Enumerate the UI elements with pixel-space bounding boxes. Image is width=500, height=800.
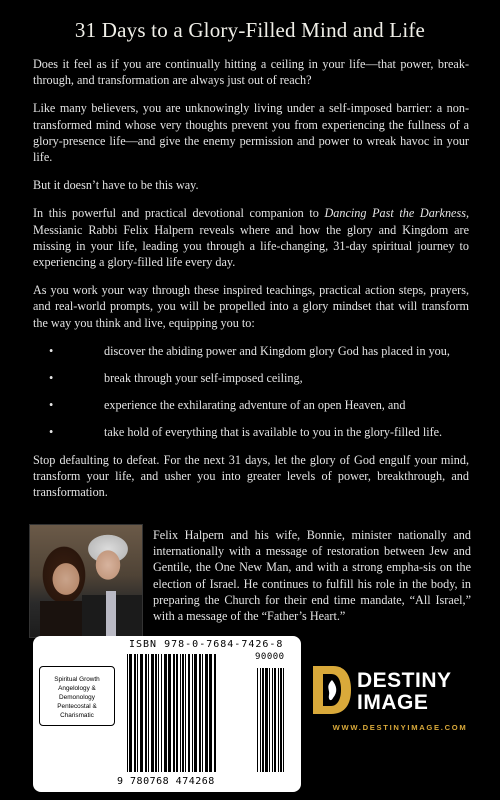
paragraph-4 — [33, 205, 469, 270]
barcode-bar — [145, 654, 147, 772]
barcode-bar — [180, 654, 181, 772]
barcode-bar — [127, 654, 128, 772]
price-addon-number: 90000 — [255, 652, 285, 662]
barcode-bar — [168, 654, 171, 772]
addon-bar — [265, 668, 268, 772]
barcode-bar — [161, 654, 162, 772]
paragraph-5: As you work your way through these inspired teachings, practical action steps, prayers, and real-world prompts, you will be propelled into a glory mindset that will transform the way you think and live, equipping you to: — [33, 283, 469, 330]
list-item — [49, 397, 469, 413]
paragraph-4-lead: In this powerful and practical devotional companion to — [33, 206, 325, 221]
barcode-bar — [137, 654, 138, 772]
barcode-bar — [173, 654, 175, 772]
addon-bar — [272, 668, 273, 772]
category-item: Angelology & Demonology — [58, 685, 96, 701]
bullet-icon: • — [49, 425, 54, 440]
addon-bar — [280, 668, 282, 772]
publisher-url: WWW.DESTINYIMAGE.COM — [332, 723, 468, 732]
barcode-bar — [205, 654, 208, 772]
barcode-bar — [209, 654, 212, 772]
author-bio: Felix Halpern and his wife, Bonnie, minister nationally and internationally with a message of restoration between Jew and Gentile, the One New Man, and with a strong empha-sis on the election of Israel. He continues to fulfill his role in the body, in preparing the Church for their end time mandate, “All Israel,” with a message of the “Father’s Heart.” — [153, 528, 471, 624]
barcode-bar — [192, 654, 193, 772]
addon-bar — [262, 668, 264, 772]
barcode-bar — [188, 654, 190, 772]
isbn-label: ISBN 978-0-7684-7426-8 — [129, 639, 284, 650]
barcode-bar — [176, 654, 178, 772]
list-item-text: discover the abiding power and Kingdom glory God has placed in you, — [104, 343, 450, 358]
bullet-icon: • — [49, 398, 54, 413]
category-item: Pentecostal & Charismatic — [57, 703, 97, 719]
paragraph-6: Stop defaulting to defeat. For the next 31 days, let the glory of God engulf your mind, transform your life, and usher you into greater levels of power, breakthrough, and transformation. — [33, 452, 469, 500]
list-item — [49, 370, 469, 386]
list-item-text: take hold of everything that is available to you in the glory-filled life. — [104, 425, 443, 440]
addon-bar — [257, 668, 258, 772]
photo-shirt — [106, 591, 116, 637]
barcode-bar — [182, 654, 184, 772]
book-title-reference: Dancing Past the Darkness, — [324, 206, 469, 221]
bullet-icon: • — [49, 371, 54, 386]
bullet-icon: • — [49, 343, 54, 358]
cover-title: 31 Days to a Glory-Filled Mind and Life — [74, 18, 426, 42]
barcode-panel — [33, 636, 301, 792]
barcode-number: 9 780768 474268 — [117, 776, 215, 787]
publisher-name-line2: IMAGE — [357, 691, 429, 714]
barcode-bar — [129, 654, 132, 772]
addon-bar — [278, 668, 279, 772]
barcode-bar — [164, 654, 167, 772]
barcode-bar — [214, 654, 216, 772]
photo-figure-left — [40, 601, 88, 637]
barcode-bar — [158, 654, 159, 772]
paragraph-4-rest: Messianic Rabbi Felix Halpern reveals where and how the glory and Kingdom are missing in your life, leading you through a life-changing, 31-day spiritual journey to experiencing a glory-filled life every day. — [33, 222, 469, 270]
barcode-bar — [134, 654, 136, 772]
addon-bar — [260, 668, 261, 772]
paragraph-3: But it doesn’t have to be this way. — [33, 178, 199, 193]
addon-bar — [274, 668, 276, 772]
barcode-bar — [199, 654, 201, 772]
barcode-icon — [125, 654, 293, 774]
barcode-bar — [194, 654, 197, 772]
list-item-text: experience the exhilarating adventure of an open Heaven, and — [104, 398, 406, 413]
category-box — [39, 666, 115, 726]
publisher-name — [357, 670, 452, 714]
barcode-bar — [140, 654, 143, 772]
paragraph-1: Does it feel as if you are continually hitting a ceiling in your life—that power, break-through, and transformation are always just out of reach? — [33, 57, 469, 88]
barcode-bar — [202, 654, 203, 772]
addon-bar — [269, 668, 270, 772]
barcode-bar — [151, 654, 154, 772]
list-item — [49, 343, 469, 359]
addon-bar — [283, 668, 284, 772]
description-text — [33, 56, 469, 512]
list-item-text: break through your self-imposed ceiling, — [104, 371, 303, 386]
category-item: Spiritual Growth — [54, 676, 100, 683]
barcode-bar — [185, 654, 186, 772]
publisher-name-line1: DESTINY — [357, 669, 452, 692]
destiny-image-logo-icon — [311, 664, 353, 716]
barcode-bar — [155, 654, 157, 772]
list-item — [49, 424, 469, 440]
paragraph-2: Like many believers, you are unknowingly living under a self-imposed barrier: a non-transformed mind whose very thoughts prevent you from experiencing the fullness of a glory-presence life—and give the enemy permission and power to wreak havoc in your life. — [33, 101, 469, 165]
benefit-list — [33, 343, 469, 441]
barcode-bar — [148, 654, 149, 772]
author-photo — [29, 524, 143, 638]
